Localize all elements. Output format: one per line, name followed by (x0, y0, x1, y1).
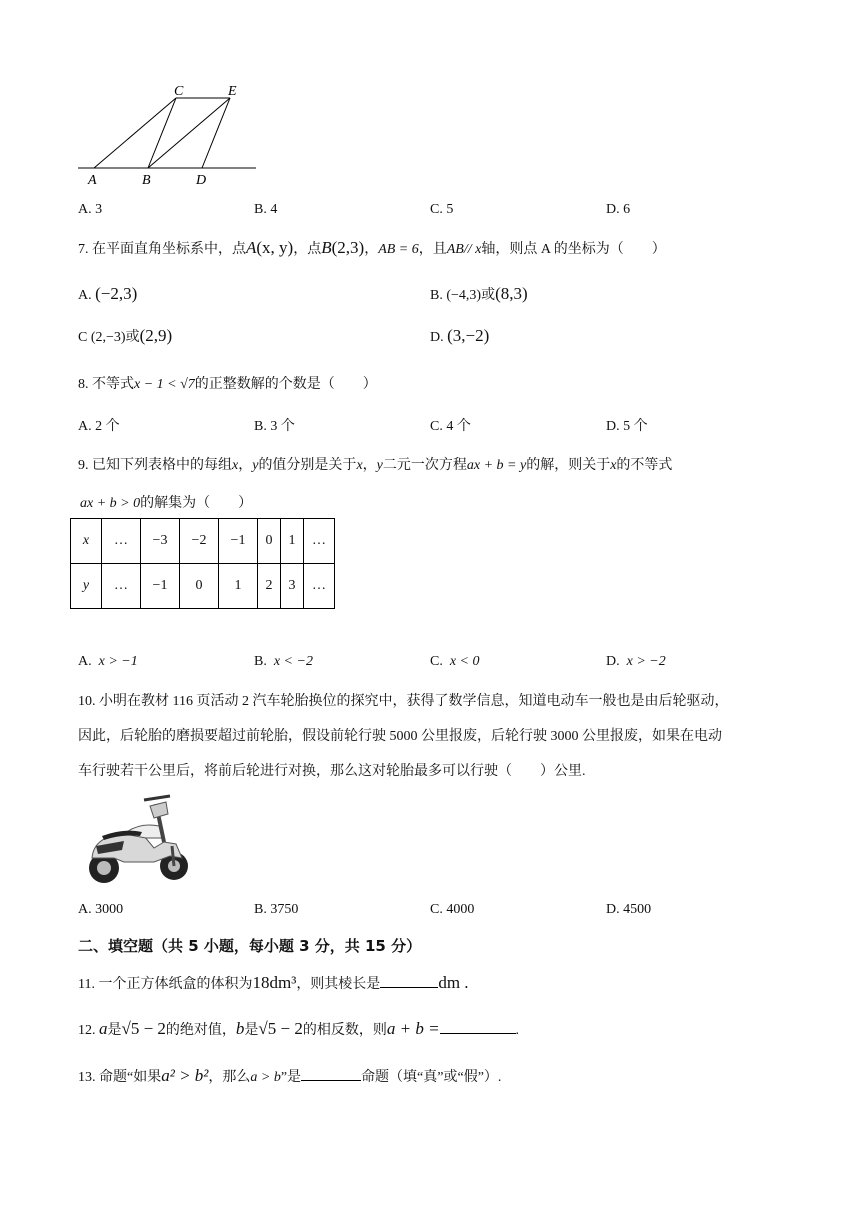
q7-ab-eq: AB = 6 (378, 242, 419, 257)
q12-expr2: √5 − 2 (258, 1019, 303, 1038)
label-d: D (196, 173, 207, 188)
q9-var-y2: y (376, 458, 383, 473)
table-cell: −1 (141, 564, 180, 609)
table-cell: 1 (219, 564, 258, 609)
q9-var-x: x (232, 458, 239, 473)
label-b: B (142, 173, 151, 188)
q6-option-b[interactable]: B. 4 (254, 202, 278, 217)
q12-sum: a + b = (386, 1019, 440, 1038)
q7-point-a-coords: (x, y) (256, 238, 294, 257)
q9-option-b[interactable] (254, 654, 313, 670)
q10-option-a[interactable]: A. 3000 (78, 902, 124, 917)
q7-option-b-label: B. (430, 288, 443, 303)
q12-prefix: 12. (78, 1023, 96, 1038)
q7-mid2: ， (364, 242, 379, 257)
q9-var-x2: x (356, 458, 363, 473)
q7-option-d-label: D. (430, 330, 444, 345)
q9-var-y: y (252, 458, 259, 473)
q12-var-b: b (235, 1019, 245, 1038)
q13-answer-blank[interactable] (301, 1066, 361, 1081)
q9-option-c-value: x < 0 (449, 654, 480, 669)
table-cell: … (304, 519, 335, 564)
q10-option-c[interactable]: C. 4000 (430, 902, 475, 917)
q7-option-d-value: (3,−2) (447, 326, 490, 345)
q9-text2: 的值分别是关于 (258, 458, 357, 473)
segment-be (148, 98, 230, 168)
table-cell: x (71, 519, 102, 564)
q8-prefix: 8. 不等式 (78, 377, 134, 392)
q12-text1: 是 (107, 1023, 122, 1038)
table-cell: 1 (281, 519, 304, 564)
q9-var-x3: x (610, 458, 617, 473)
q10-option-b[interactable]: B. 3750 (254, 902, 299, 917)
q9-value-table (70, 518, 335, 609)
q7-option-c-value1: (2,−3) (90, 330, 126, 345)
q9-option-b-label: B. (254, 654, 267, 669)
q7-prefix: 7. 在平面直角坐标系中，点 (78, 242, 246, 257)
q7-option-c-or: 或 (125, 330, 140, 345)
q7-option-d[interactable] (430, 326, 489, 346)
q9-option-d-value: x > −2 (626, 654, 666, 669)
section-two-title: 二、填空题（共 5 小题，每小题 3 分，共 15 分） (78, 937, 422, 955)
q11-prefix: 11. 一个正方体纸盒的体积为 (78, 977, 253, 992)
segment-bc (148, 98, 176, 168)
q13-prefix: 13. 命题“如果 (78, 1070, 162, 1085)
q9-option-c-label: C. (430, 654, 443, 669)
q11-answer-blank[interactable] (380, 973, 438, 988)
parallelogram-figure (70, 80, 270, 190)
q7-point-b: B (321, 238, 332, 257)
q13-mid: ，那么 (208, 1070, 251, 1085)
q11-unit: dm . (438, 973, 469, 992)
q9-equation: ax + b = y (466, 458, 527, 473)
q8-stem (78, 373, 377, 393)
table-row (71, 564, 335, 609)
q7-option-b-value1: (−4,3) (446, 288, 482, 303)
q9-text1: 9. 已知下列表格中的每组 (78, 458, 232, 473)
q13-suffix: 命题（填“真”或“假”）. (361, 1070, 502, 1085)
table-cell: −2 (180, 519, 219, 564)
q9-option-d-label: D. (606, 654, 620, 669)
q7-option-b[interactable] (430, 284, 528, 304)
q9-text6: 的解集为（ ） (140, 496, 253, 511)
table-cell: 2 (258, 564, 281, 609)
q12-end: . (515, 1023, 520, 1038)
q11-stem (78, 973, 469, 993)
q7-option-a-label: A. (78, 288, 92, 303)
q7-option-a-value: (−2,3) (95, 284, 138, 303)
q7-option-b-value2: (8,3) (495, 284, 528, 303)
table-cell: y (71, 564, 102, 609)
q9-option-a[interactable] (78, 654, 138, 670)
q7-parallel: AB// x (446, 242, 482, 257)
q8-option-c[interactable]: C. 4 个 (430, 419, 471, 434)
q12-stem (78, 1019, 519, 1039)
q8-option-d[interactable]: D. 5 个 (606, 419, 648, 434)
q11-volume: 18dm³ (252, 973, 297, 992)
table-row (71, 519, 335, 564)
q9-stem-line1 (78, 454, 672, 474)
q7-option-c[interactable] (78, 326, 172, 346)
label-a: A (88, 173, 97, 188)
q8-option-b[interactable]: B. 3 个 (254, 419, 295, 434)
q7-option-c-label: C (78, 330, 88, 345)
segment-ac (94, 98, 176, 168)
q13-stem (78, 1066, 501, 1086)
q7-mid3: ，且 (418, 242, 447, 257)
q6-option-a[interactable]: A. 3 (78, 202, 103, 217)
q9-stem-line2 (80, 492, 252, 512)
label-c: C (174, 84, 184, 99)
label-e: E (228, 84, 237, 99)
table-cell: 3 (281, 564, 304, 609)
q12-text4: 的相反数，则 (302, 1023, 387, 1038)
q10-line1: 10. 小明在教材 116 页活动 2 汽车轮胎换位的探究中，获得了数学信息，知道电动车一般也是由后轮驱动， (78, 694, 729, 709)
q7-suffix: 轴，则点 A 的坐标为（ ） (481, 242, 666, 257)
q9-option-d[interactable] (606, 654, 666, 670)
table-cell: −1 (219, 519, 258, 564)
q10-line3: 车行驶若干公里后，将前后轮进行对换，那么这对轮胎最多可以行驶（ ）公里. (78, 764, 586, 779)
q10-line2: 因此，后轮胎的磨损要超过前轮胎，假设前轮行驶 5000 公里报废，后轮行驶 3000 公里报废，如果在电动 (78, 729, 722, 744)
q12-text2: 的绝对值， (165, 1023, 236, 1038)
q9-option-a-value: x > −1 (98, 654, 138, 669)
electric-scooter-image (84, 786, 194, 886)
q7-point-b-coords: (2,3) (331, 238, 365, 257)
q8-inequality: x − 1 < √7 (134, 377, 195, 392)
q9-option-b-value: x < −2 (273, 654, 313, 669)
q12-var-a: a (99, 1019, 108, 1038)
table-cell: 0 (180, 564, 219, 609)
q11-mid: ，则其棱长是 (296, 977, 381, 992)
q6-option-d[interactable]: D. 6 (606, 202, 631, 217)
segment-de (202, 98, 230, 168)
q9-text3: 二元一次方程 (382, 458, 467, 473)
q9-option-a-label: A. (78, 654, 92, 669)
q8-option-a[interactable]: A. 2 个 (78, 419, 120, 434)
q9-text5: 的不等式 (616, 458, 673, 473)
q9-option-c[interactable] (430, 654, 480, 670)
q7-option-b-or: 或 (481, 288, 496, 303)
q9-comma2: ， (362, 458, 377, 473)
table-cell: −3 (141, 519, 180, 564)
table-cell: … (102, 519, 141, 564)
table-cell: … (102, 564, 141, 609)
q7-option-c-value2: (2,9) (139, 326, 173, 345)
q8-suffix: 的正整数解的个数是（ ） (194, 377, 377, 392)
q13-text2: ”是 (280, 1070, 302, 1085)
q6-option-c[interactable]: C. 5 (430, 202, 454, 217)
q13-condition: a² > b² (161, 1066, 209, 1085)
q9-text4: 的解，则关于 (526, 458, 611, 473)
q7-option-a[interactable] (78, 284, 137, 304)
q7-mid1: ，点 (293, 242, 322, 257)
table-cell: … (304, 564, 335, 609)
q12-expr1: √5 − 2 (121, 1019, 166, 1038)
q12-text3: 是 (244, 1023, 259, 1038)
table-cell: 0 (258, 519, 281, 564)
q9-inequality: ax + b > 0 (80, 496, 141, 511)
q13-conclusion: a > b (250, 1070, 281, 1085)
q7-stem (78, 238, 666, 258)
q9-comma1: ， (238, 458, 253, 473)
q12-answer-blank[interactable] (440, 1019, 516, 1034)
q10-option-d[interactable]: D. 4500 (606, 902, 652, 917)
q7-point-a: A (246, 238, 257, 257)
